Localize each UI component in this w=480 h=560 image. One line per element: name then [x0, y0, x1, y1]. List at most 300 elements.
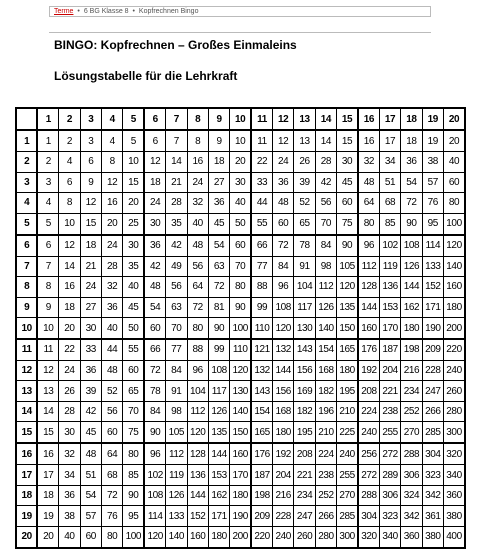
product-cell: 64 — [358, 193, 379, 214]
table-row — [16, 318, 465, 339]
product-cell: 224 — [315, 443, 336, 464]
product-cell: 234 — [401, 381, 422, 402]
product-cell: 77 — [251, 256, 272, 277]
product-cell: 132 — [251, 360, 272, 381]
product-cell: 68 — [102, 465, 123, 486]
product-cell: 180 — [337, 360, 358, 381]
product-cell: 4 — [37, 193, 58, 214]
product-cell: 14 — [59, 256, 80, 277]
product-cell: 39 — [294, 172, 315, 193]
product-cell: 7 — [166, 130, 187, 151]
product-cell: 168 — [273, 401, 294, 422]
product-cell: 102 — [379, 235, 400, 256]
row-header: 16 — [16, 443, 37, 464]
product-cell: 63 — [166, 297, 187, 318]
product-cell: 169 — [294, 381, 315, 402]
product-cell: 60 — [337, 193, 358, 214]
product-cell: 80 — [444, 193, 466, 214]
product-cell: 28 — [102, 256, 123, 277]
product-cell: 221 — [379, 381, 400, 402]
product-cell: 306 — [379, 485, 400, 506]
product-cell: 304 — [358, 506, 379, 527]
table-row — [16, 506, 465, 527]
product-cell: 66 — [144, 339, 165, 360]
product-cell: 130 — [294, 318, 315, 339]
product-cell: 150 — [337, 318, 358, 339]
column-header: 20 — [444, 108, 466, 130]
product-cell: 56 — [102, 401, 123, 422]
product-cell: 28 — [315, 152, 336, 173]
product-cell: 52 — [102, 381, 123, 402]
product-cell: 112 — [166, 443, 187, 464]
product-cell: 36 — [80, 360, 101, 381]
product-cell: 27 — [208, 172, 229, 193]
product-cell: 85 — [379, 213, 400, 234]
document-title: BINGO: Kopfrechnen – Großes Einmaleins — [54, 38, 297, 52]
product-cell: 119 — [166, 465, 187, 486]
product-cell: 90 — [144, 422, 165, 443]
table-row — [16, 152, 465, 173]
product-cell: 8 — [37, 277, 58, 298]
product-cell: 160 — [187, 526, 208, 548]
table-row — [16, 297, 465, 318]
product-cell: 42 — [315, 172, 336, 193]
row-header: 9 — [16, 297, 37, 318]
product-cell: 40 — [102, 318, 123, 339]
product-cell: 247 — [422, 381, 443, 402]
product-cell: 187 — [251, 465, 272, 486]
product-cell: 42 — [144, 256, 165, 277]
product-cell: 340 — [379, 526, 400, 548]
product-cell: 33 — [80, 339, 101, 360]
product-cell: 88 — [187, 339, 208, 360]
row-header: 4 — [16, 193, 37, 214]
table-row — [16, 485, 465, 506]
product-cell: 5 — [123, 130, 144, 151]
product-cell: 108 — [208, 360, 229, 381]
product-cell: 48 — [144, 277, 165, 298]
product-cell: 171 — [422, 297, 443, 318]
product-cell: 95 — [123, 506, 144, 527]
row-header: 2 — [16, 152, 37, 173]
product-cell: 36 — [59, 485, 80, 506]
product-cell: 133 — [422, 256, 443, 277]
product-cell: 20 — [230, 152, 251, 173]
column-header: 10 — [230, 108, 251, 130]
product-cell: 2 — [59, 130, 80, 151]
product-cell: 126 — [401, 256, 422, 277]
product-cell: 48 — [187, 235, 208, 256]
product-cell: 84 — [273, 256, 294, 277]
table-row — [16, 465, 465, 486]
product-cell: 143 — [294, 339, 315, 360]
product-cell: 289 — [379, 465, 400, 486]
product-cell: 209 — [251, 506, 272, 527]
product-cell: 240 — [358, 422, 379, 443]
product-cell: 51 — [379, 172, 400, 193]
product-cell: 180 — [444, 297, 466, 318]
product-cell: 90 — [123, 485, 144, 506]
multiplication-table — [15, 107, 466, 549]
product-cell: 14 — [37, 401, 58, 422]
row-header: 11 — [16, 339, 37, 360]
breadcrumb — [49, 6, 431, 17]
product-cell: 324 — [401, 485, 422, 506]
product-cell: 140 — [444, 256, 466, 277]
product-cell: 10 — [230, 130, 251, 151]
product-cell: 96 — [144, 443, 165, 464]
row-header: 19 — [16, 506, 37, 527]
product-cell: 7 — [37, 256, 58, 277]
product-cell: 160 — [230, 443, 251, 464]
product-cell: 30 — [337, 152, 358, 173]
product-cell: 48 — [273, 193, 294, 214]
product-cell: 75 — [337, 213, 358, 234]
table-row — [16, 422, 465, 443]
product-cell: 1 — [37, 130, 58, 151]
product-cell: 114 — [144, 506, 165, 527]
table-row — [16, 277, 465, 298]
product-cell: 15 — [337, 130, 358, 151]
product-cell: 90 — [230, 297, 251, 318]
product-cell: 200 — [444, 318, 466, 339]
product-cell: 21 — [80, 256, 101, 277]
row-header: 15 — [16, 422, 37, 443]
product-cell: 280 — [315, 526, 336, 548]
product-cell: 30 — [59, 422, 80, 443]
product-cell: 220 — [251, 526, 272, 548]
product-cell: 132 — [273, 339, 294, 360]
product-cell: 70 — [315, 213, 336, 234]
product-cell: 160 — [444, 277, 466, 298]
product-cell: 9 — [208, 130, 229, 151]
product-cell: 78 — [144, 381, 165, 402]
product-cell: 52 — [294, 193, 315, 214]
product-cell: 99 — [251, 297, 272, 318]
table-row — [16, 443, 465, 464]
product-cell: 160 — [358, 318, 379, 339]
product-cell: 240 — [273, 526, 294, 548]
product-cell: 63 — [208, 256, 229, 277]
row-header: 14 — [16, 401, 37, 422]
product-cell: 117 — [294, 297, 315, 318]
product-cell: 32 — [187, 193, 208, 214]
product-cell: 33 — [251, 172, 272, 193]
product-cell: 120 — [444, 235, 466, 256]
column-header: 2 — [59, 108, 80, 130]
product-cell: 100 — [444, 213, 466, 234]
product-cell: 90 — [208, 318, 229, 339]
product-cell: 50 — [123, 318, 144, 339]
product-cell: 70 — [230, 256, 251, 277]
table-row — [16, 360, 465, 381]
product-cell: 216 — [401, 360, 422, 381]
product-cell: 8 — [59, 193, 80, 214]
product-cell: 24 — [59, 360, 80, 381]
product-cell: 22 — [59, 339, 80, 360]
row-header: 3 — [16, 172, 37, 193]
product-cell: 56 — [315, 193, 336, 214]
product-cell: 165 — [251, 422, 272, 443]
product-cell: 210 — [337, 401, 358, 422]
product-cell: 55 — [123, 339, 144, 360]
product-cell: 60 — [444, 172, 466, 193]
product-cell: 120 — [337, 277, 358, 298]
product-cell: 156 — [273, 381, 294, 402]
product-cell: 38 — [59, 506, 80, 527]
row-header: 7 — [16, 256, 37, 277]
product-cell: 180 — [401, 318, 422, 339]
product-cell: 105 — [337, 256, 358, 277]
product-cell: 154 — [251, 401, 272, 422]
product-cell: 60 — [273, 213, 294, 234]
product-cell: 210 — [315, 422, 336, 443]
product-cell: 182 — [315, 381, 336, 402]
product-cell: 18 — [401, 130, 422, 151]
product-cell: 198 — [401, 339, 422, 360]
product-cell: 30 — [230, 172, 251, 193]
product-cell: 180 — [273, 422, 294, 443]
product-cell: 13 — [294, 130, 315, 151]
product-cell: 84 — [315, 235, 336, 256]
column-header: 6 — [144, 108, 165, 130]
product-cell: 238 — [315, 465, 336, 486]
product-cell: 360 — [401, 526, 422, 548]
breadcrumb-separator: • — [77, 8, 80, 15]
product-cell: 342 — [422, 485, 443, 506]
table-row — [16, 526, 465, 548]
product-cell: 15 — [37, 422, 58, 443]
product-cell: 49 — [166, 256, 187, 277]
product-cell: 126 — [208, 401, 229, 422]
column-header: 12 — [273, 108, 294, 130]
product-cell: 80 — [102, 526, 123, 548]
product-cell: 24 — [102, 235, 123, 256]
product-cell: 128 — [358, 277, 379, 298]
product-cell: 75 — [123, 422, 144, 443]
product-cell: 48 — [102, 360, 123, 381]
product-cell: 187 — [379, 339, 400, 360]
product-cell: 42 — [166, 235, 187, 256]
product-cell: 18 — [208, 152, 229, 173]
product-cell: 176 — [251, 443, 272, 464]
product-cell: 25 — [123, 213, 144, 234]
product-cell: 6 — [144, 130, 165, 151]
table-row — [16, 401, 465, 422]
product-cell: 22 — [251, 152, 272, 173]
product-cell: 8 — [187, 130, 208, 151]
product-cell: 361 — [422, 506, 443, 527]
product-cell: 208 — [358, 381, 379, 402]
product-cell: 204 — [273, 465, 294, 486]
product-cell: 140 — [166, 526, 187, 548]
product-cell: 65 — [294, 213, 315, 234]
product-cell: 380 — [444, 506, 466, 527]
product-cell: 260 — [294, 526, 315, 548]
product-cell: 144 — [187, 485, 208, 506]
product-cell: 280 — [444, 401, 466, 422]
product-cell: 143 — [251, 381, 272, 402]
product-cell: 34 — [59, 465, 80, 486]
product-cell: 55 — [251, 213, 272, 234]
product-cell: 60 — [102, 422, 123, 443]
product-cell: 120 — [144, 526, 165, 548]
product-cell: 126 — [166, 485, 187, 506]
product-cell: 35 — [166, 213, 187, 234]
product-cell: 180 — [208, 526, 229, 548]
product-cell: 18 — [59, 297, 80, 318]
product-cell: 108 — [144, 485, 165, 506]
product-cell: 54 — [80, 485, 101, 506]
product-cell: 135 — [208, 422, 229, 443]
product-cell: 5 — [37, 213, 58, 234]
product-cell: 72 — [102, 485, 123, 506]
product-cell: 153 — [379, 297, 400, 318]
column-header: 14 — [315, 108, 336, 130]
product-cell: 190 — [230, 506, 251, 527]
product-cell: 320 — [444, 443, 466, 464]
product-cell: 136 — [187, 465, 208, 486]
product-cell: 140 — [230, 401, 251, 422]
product-cell: 80 — [187, 318, 208, 339]
product-cell: 51 — [80, 465, 101, 486]
product-cell: 136 — [379, 277, 400, 298]
product-cell: 228 — [422, 360, 443, 381]
product-cell: 180 — [230, 485, 251, 506]
product-cell: 260 — [444, 381, 466, 402]
product-cell: 238 — [379, 401, 400, 422]
product-cell: 12 — [273, 130, 294, 151]
product-cell: 24 — [187, 172, 208, 193]
column-header: 4 — [102, 108, 123, 130]
product-cell: 65 — [123, 381, 144, 402]
product-cell: 170 — [230, 465, 251, 486]
product-cell: 64 — [187, 277, 208, 298]
product-cell: 21 — [166, 172, 187, 193]
product-cell: 88 — [251, 277, 272, 298]
product-cell: 54 — [401, 172, 422, 193]
row-header: 20 — [16, 526, 37, 548]
product-cell: 20 — [37, 526, 58, 548]
product-cell: 15 — [123, 172, 144, 193]
product-cell: 60 — [230, 235, 251, 256]
product-cell: 24 — [273, 152, 294, 173]
product-cell: 28 — [166, 193, 187, 214]
table-row — [16, 235, 465, 256]
product-cell: 112 — [315, 277, 336, 298]
table-row — [16, 172, 465, 193]
row-header: 17 — [16, 465, 37, 486]
column-header: 1 — [37, 108, 58, 130]
row-header: 13 — [16, 381, 37, 402]
product-cell: 108 — [273, 297, 294, 318]
product-cell: 256 — [358, 443, 379, 464]
corner-cell — [16, 108, 37, 130]
product-cell: 182 — [294, 401, 315, 422]
product-cell: 144 — [358, 297, 379, 318]
column-header: 16 — [358, 108, 379, 130]
product-cell: 80 — [123, 443, 144, 464]
product-cell: 114 — [422, 235, 443, 256]
product-cell: 14 — [315, 130, 336, 151]
product-cell: 12 — [80, 193, 101, 214]
product-cell: 18 — [144, 172, 165, 193]
product-cell: 70 — [123, 401, 144, 422]
product-cell: 320 — [358, 526, 379, 548]
product-cell: 96 — [358, 235, 379, 256]
product-cell: 255 — [379, 422, 400, 443]
product-cell: 72 — [208, 277, 229, 298]
product-cell: 96 — [187, 360, 208, 381]
product-cell: 32 — [59, 443, 80, 464]
product-cell: 72 — [401, 193, 422, 214]
row-header: 12 — [16, 360, 37, 381]
product-cell: 30 — [80, 318, 101, 339]
table-row — [16, 130, 465, 151]
product-cell: 91 — [166, 381, 187, 402]
product-cell: 26 — [294, 152, 315, 173]
product-cell: 162 — [208, 485, 229, 506]
column-header: 17 — [379, 108, 400, 130]
product-cell: 15 — [80, 213, 101, 234]
product-cell: 117 — [208, 381, 229, 402]
product-cell: 10 — [37, 318, 58, 339]
product-cell: 20 — [123, 193, 144, 214]
product-cell: 91 — [294, 256, 315, 277]
product-cell: 272 — [379, 443, 400, 464]
product-cell: 80 — [358, 213, 379, 234]
product-cell: 72 — [187, 297, 208, 318]
product-cell: 288 — [358, 485, 379, 506]
product-cell: 99 — [208, 339, 229, 360]
row-header: 5 — [16, 213, 37, 234]
product-cell: 48 — [80, 443, 101, 464]
product-cell: 60 — [123, 360, 144, 381]
product-cell: 170 — [379, 318, 400, 339]
column-header: 13 — [294, 108, 315, 130]
breadcrumb-link-terme[interactable]: Terme — [54, 8, 74, 15]
product-cell: 11 — [37, 339, 58, 360]
product-cell: 20 — [102, 213, 123, 234]
product-cell: 66 — [251, 235, 272, 256]
product-cell: 195 — [294, 422, 315, 443]
product-cell: 304 — [422, 443, 443, 464]
product-cell: 228 — [273, 506, 294, 527]
product-cell: 119 — [379, 256, 400, 277]
product-cell: 36 — [208, 193, 229, 214]
product-cell: 12 — [102, 172, 123, 193]
product-cell: 171 — [208, 506, 229, 527]
product-cell: 120 — [187, 422, 208, 443]
product-cell: 48 — [358, 172, 379, 193]
product-cell: 192 — [358, 360, 379, 381]
product-cell: 12 — [144, 152, 165, 173]
product-cell: 288 — [401, 443, 422, 464]
product-cell: 45 — [123, 297, 144, 318]
product-cell: 209 — [422, 339, 443, 360]
product-cell: 50 — [230, 213, 251, 234]
product-cell: 95 — [422, 213, 443, 234]
product-cell: 162 — [401, 297, 422, 318]
product-cell: 100 — [230, 318, 251, 339]
product-cell: 35 — [123, 256, 144, 277]
product-cell: 195 — [337, 381, 358, 402]
product-cell: 36 — [102, 297, 123, 318]
product-cell: 16 — [358, 130, 379, 151]
product-cell: 190 — [422, 318, 443, 339]
breadcrumb-item-page: Kopfrechnen Bingo — [138, 8, 199, 15]
product-cell: 6 — [37, 235, 58, 256]
